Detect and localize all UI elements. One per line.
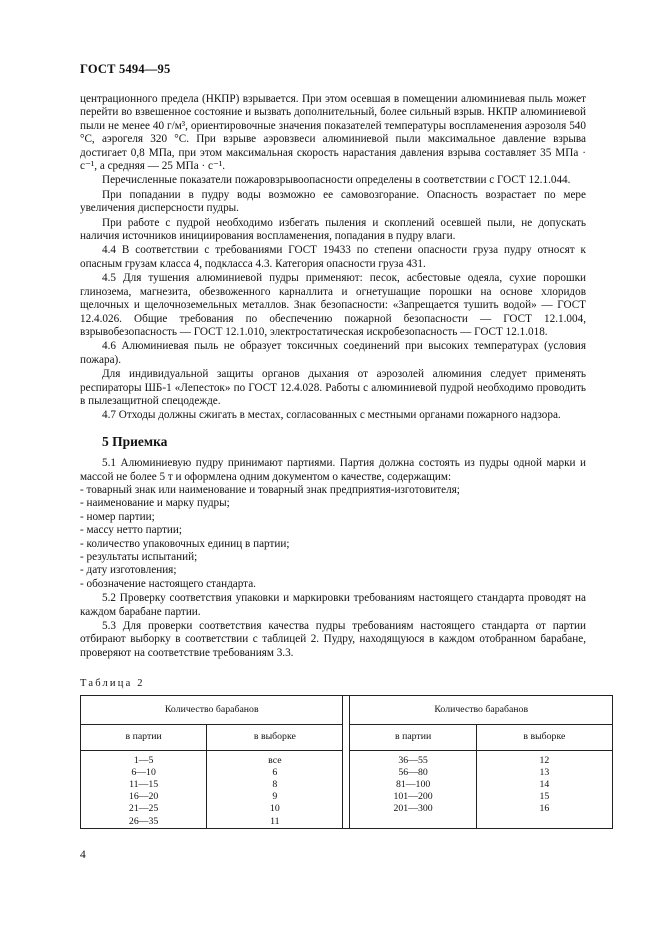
sampling-table bbox=[80, 695, 613, 829]
table-cell: 12 bbox=[539, 754, 550, 766]
list-item: - количество упаковочных единиц в партии; bbox=[80, 537, 290, 550]
left-batch-column bbox=[81, 750, 207, 828]
table-cell: 16—20 bbox=[128, 791, 159, 803]
left-sample-column bbox=[207, 750, 343, 828]
paragraph-5-2: 5.2 Проверку соответствия упаковки и маркировки требованиям настоящего стандарта проводят на каждом барабане партии. bbox=[80, 592, 586, 618]
col-header-sample: в выборке bbox=[207, 724, 343, 750]
table-cell: 8 bbox=[272, 779, 278, 791]
table-cell: 201—300 bbox=[393, 803, 433, 815]
page-number: 4 bbox=[80, 849, 86, 861]
table-cell: 9 bbox=[272, 791, 278, 803]
table-cell: 81—100 bbox=[395, 779, 431, 791]
table-cell: 21—25 bbox=[128, 803, 159, 815]
table-cell: 14 bbox=[539, 779, 550, 791]
list-item: - результаты испытаний; bbox=[80, 551, 198, 563]
table-cell: 101—200 bbox=[393, 791, 433, 803]
col-header-sample: в выборке bbox=[476, 724, 612, 750]
table-cell: 36—55 bbox=[398, 754, 428, 766]
table-group-header-right: Количество барабанов bbox=[350, 695, 613, 724]
table-cell: 6—10 bbox=[131, 766, 156, 778]
table-cell: 1—5 bbox=[133, 754, 154, 766]
document-body bbox=[80, 93, 586, 829]
paragraph-4-6: 4.6 Алюминиевая пыль не образует токсичных соединений при высоких температурах (условия пожара). bbox=[80, 340, 586, 366]
paragraph: Для индивидуальной защиты органов дыхания от аэрозолей алюминия следует применять респираторы ШБ-1 «Лепесток» по ГОСТ 12.4.028. Работы с алюминиевой пудрой необходимо проводить в пылезащитной спецодежде. bbox=[80, 368, 586, 407]
paragraph-4-4: 4.4 В соответствии с требованиями ГОСТ 19433 по степени опасности груза пудру относят к опасным грузам класса 4, подкласса 4.3. Категория опасности груза 431. bbox=[80, 244, 586, 270]
list-item: - наименование и марку пудры; bbox=[80, 497, 230, 510]
table-cell: 6 bbox=[272, 766, 278, 778]
paragraph: При работе с пудрой необходимо избегать пыления и скоплений осевшей пыли, не допускать наличия источников инициирования воспламенения, попадания в пудру влаги. bbox=[80, 216, 586, 243]
document-header: ГОСТ 5494—95 bbox=[80, 62, 171, 76]
list-item: - номер партии; bbox=[80, 510, 155, 523]
paragraph-5-1: 5.1 Алюминиевую пудру принимают партиями. Партия должна состоять из пудры одной марки и массой не более 5 т и оформлена одним документом о качестве, содержащим: bbox=[80, 457, 586, 483]
table-cell: 13 bbox=[539, 766, 550, 778]
table-cell: 56—80 bbox=[398, 766, 428, 778]
section-title: 5 Приемка bbox=[102, 433, 168, 449]
table-cell: 16 bbox=[539, 803, 550, 815]
paragraph: центрационного предела (НКПР) взрывается. При этом осевшая в помещении алюминиевая пыль может перейти во взвешенное состояние и вызвать дополнительный, более сильный взрыв. НКПР алюминиевой пыли не менее 40 г/м³, ориентировочные значения показателей температуры воспламенения аэрозоля 540 °С, аэрогеля 320 °С. При взрыве аэровзвеси алюминиевой пыли максимальное давление взрыва достигает 0,8 МПа, при этом максимальная скорость нарастания давления взрыва составляет 35 МПа · с⁻¹, а средняя — 25 МПа · с⁻¹. bbox=[80, 93, 586, 173]
paragraph-5-3: 5.3 Для проверки соответствия качества пудры требованиям настоящего стандарта от партии отбирают выборку в соответствии с таблицей 2. Пудру, находящуюся в каждом отобранном барабане, проверяют на соответствие требованиям 3.3. bbox=[80, 620, 586, 659]
list-item: - обозначение настоящего стандарта. bbox=[80, 577, 256, 590]
right-sample-column bbox=[476, 750, 612, 828]
col-header-batch: в партии bbox=[350, 724, 476, 750]
list-item: - товарный знак или наименование и товарный знак предприятия-изготовителя; bbox=[80, 483, 460, 496]
list-item: - массу нетто партии; bbox=[80, 524, 183, 537]
contents-list bbox=[80, 484, 586, 591]
paragraph: Перечисленные показатели пожаровзрывоопасности определены в соответствии с ГОСТ 12.1.044. bbox=[102, 174, 571, 187]
table-group-header-left: Количество барабанов bbox=[81, 695, 343, 724]
table-cell: 10 bbox=[269, 803, 280, 815]
paragraph: При попадании в пудру воды возможно ее самовозгорание. Опасность возрастает по мере увеличения дисперсности пудры. bbox=[80, 188, 586, 215]
table-cell: 11 bbox=[270, 815, 280, 827]
table-cell: 26—35 bbox=[128, 815, 159, 827]
paragraph-4-5: 4.5 Для тушения алюминиевой пудры применяют: песок, асбестовые одеяла, сухие порошки глинозема, магнезита, обезвоженного карналлита и огнетушащие порошки на основе хлоридов щелочных и щелочноземельных металлов. Знак безопасности: «Запрещается тушить водой» — ГОСТ 12.4.026. Общие требования по обеспечению пожарной безопасности — ГОСТ 12.1.004, взрывобезопасность — ГОСТ 12.1.010, электростатическая искробезопасность — ГОСТ 12.1.018. bbox=[80, 272, 586, 338]
list-item: - дату изготовления; bbox=[80, 564, 177, 577]
paragraph-4-7: 4.7 Отходы должны сжигать в местах, согласованных с местными органами пожарного надзора. bbox=[102, 409, 561, 422]
table-cell: все bbox=[268, 754, 282, 766]
table-gap bbox=[343, 695, 350, 828]
table-caption: Таблица 2 bbox=[80, 678, 145, 690]
right-batch-column bbox=[350, 750, 476, 828]
table-cell: 11—15 bbox=[129, 779, 159, 791]
table-cell: 15 bbox=[539, 791, 550, 803]
col-header-batch: в партии bbox=[81, 724, 207, 750]
